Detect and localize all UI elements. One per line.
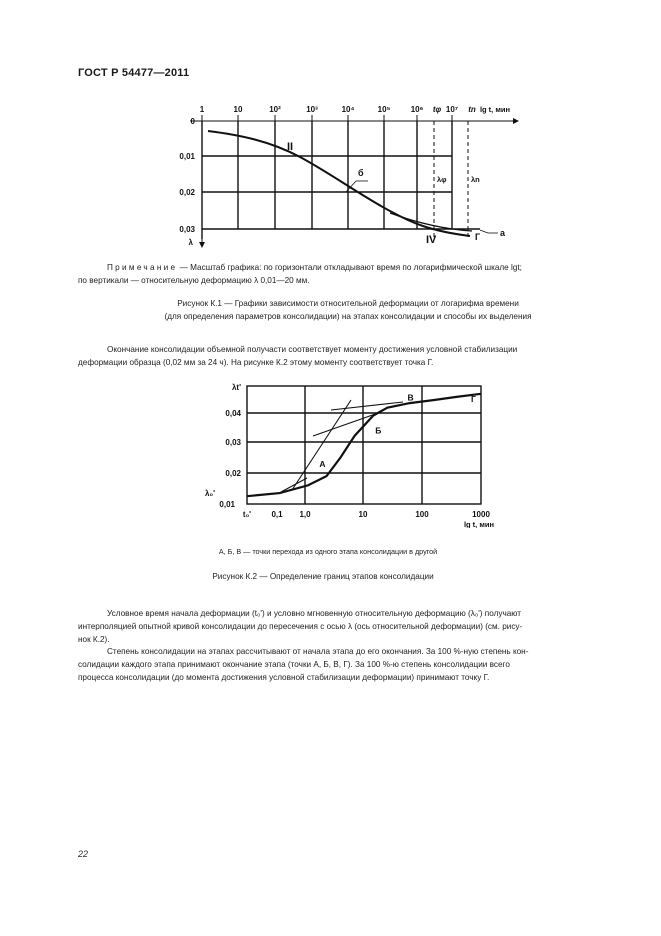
k1-xtick: 10⁴ — [341, 105, 355, 114]
para2-line2: интерполяцией опытной кривой консолидации до пересечения с осью λ (ось относительной деформации) (см. рису- — [78, 622, 523, 631]
para1-line2: деформации образца (0,02 мм за 24 ч). На рисунке К.2 этому моменту соответствует точка Г. — [78, 358, 434, 367]
para3-line1: Степень консолидации на этапах рассчитывают от начала этапа до его окончания. За 100 %-ную степень кон- — [107, 647, 529, 656]
k1-ytick: 0,03 — [179, 225, 195, 234]
caption1-line1: Рисунок К.1 — Графики зависимости относительной деформации от логарифма времени — [177, 299, 519, 308]
k2-xtick: 1000 — [472, 510, 490, 519]
note1-line2: по вертикали — относительную деформацию λ 0,01—20 мм. — [78, 276, 310, 285]
caption1-line2: (для определения параметров консолидации) на этапах консолидации и способы их выделения — [164, 312, 532, 321]
caption2-text: Рисунок К.2 — Определение границ этапов консолидации — [212, 572, 434, 581]
k1-ytick: 0 — [190, 117, 195, 126]
k1-xtick: 10³ — [306, 105, 318, 114]
k2-ytick: 0,04 — [225, 409, 241, 418]
para2-line1: Условное время начала деформации (t₀') и условно мгновенную относительную деформацию (λ₀') получают — [107, 609, 521, 618]
page-number: 22 — [78, 849, 89, 859]
k1-t-phi-label: tφ — [432, 105, 442, 114]
k1-region-2: II — [287, 141, 294, 153]
note1-text1: — Масштаб графика: по горизонтали откладывают время по логарифмической шкале lgt; — [179, 263, 522, 272]
para3-line2: солидации каждого этапа принимают окончание этапа (точки А, Б, В, Г). За 100 %-ю степень консолидации всего — [78, 660, 510, 669]
k1-xtick: 10⁷ — [445, 105, 459, 114]
k2-point-label: Б — [375, 425, 382, 436]
k2-y-label-top: λt' — [231, 383, 241, 392]
note1-line1 — [107, 262, 617, 275]
para2-line3: нок К.2). — [78, 635, 110, 644]
figure-k1 — [150, 95, 530, 255]
k1-y-axis-label: λ — [188, 238, 193, 247]
k2-point-label: В — [407, 392, 414, 403]
k2-xtick: 1,0 — [299, 510, 311, 519]
para3-line3: процесса консолидации (до момента достижения условной стабилизации деформации) принимают точку Г. — [78, 673, 490, 682]
k1-t-n-label: tn — [468, 105, 476, 114]
k2-consolidation-curve — [247, 394, 481, 496]
k1-region-4: IV — [426, 234, 437, 246]
legend2-text: А, Б, В — точки перехода из одного этапа консолидации в другой — [218, 547, 438, 556]
k2-xtick: 10 — [358, 510, 368, 519]
document-header: ГОСТ Р 54477—2011 — [78, 67, 190, 79]
figure-k2 — [195, 378, 505, 528]
k1-x-axis-label: lg t, мин — [479, 105, 511, 114]
k1-xtick: 10 — [233, 105, 243, 114]
k2-point-label: Г — [471, 393, 476, 404]
k2-xtick: 100 — [415, 510, 429, 519]
k1-xtick: 10² — [269, 105, 281, 114]
k1-label-a: а — [500, 228, 506, 238]
k1-xtick: 10⁶ — [410, 105, 424, 114]
k1-lambda-phi: λφ — [437, 175, 447, 184]
k1-label-g: Г — [475, 232, 481, 242]
k1-lambda-n: λn — [471, 175, 480, 184]
k1-ytick: 0,01 — [179, 152, 195, 161]
k1-ytick: 0,02 — [179, 188, 195, 197]
k2-xtick: t₀' — [242, 510, 252, 519]
k2-ytick: 0,01 — [219, 500, 235, 509]
para1-line1: Окончание консолидации объемной получасти соответствует моменту достижения условной стабилизации — [107, 345, 518, 354]
k2-y-label-bottom: λ₀' — [205, 489, 215, 498]
k2-xtick: 0,1 — [271, 510, 283, 519]
k1-curve — [208, 131, 470, 236]
k1-label-b: б — [358, 168, 364, 178]
note1-word: Примечание — [107, 263, 178, 272]
k2-ytick: 0,02 — [225, 469, 241, 478]
k1-xtick: 1 — [199, 105, 205, 114]
k2-tangents — [281, 400, 403, 492]
k2-ytick: 0,03 — [225, 438, 241, 447]
k1-xtick: 10⁵ — [377, 105, 391, 114]
k2-x-axis-label: lg t, мин — [463, 520, 495, 528]
k2-point-label: А — [319, 458, 326, 469]
k2-grid — [247, 386, 481, 504]
